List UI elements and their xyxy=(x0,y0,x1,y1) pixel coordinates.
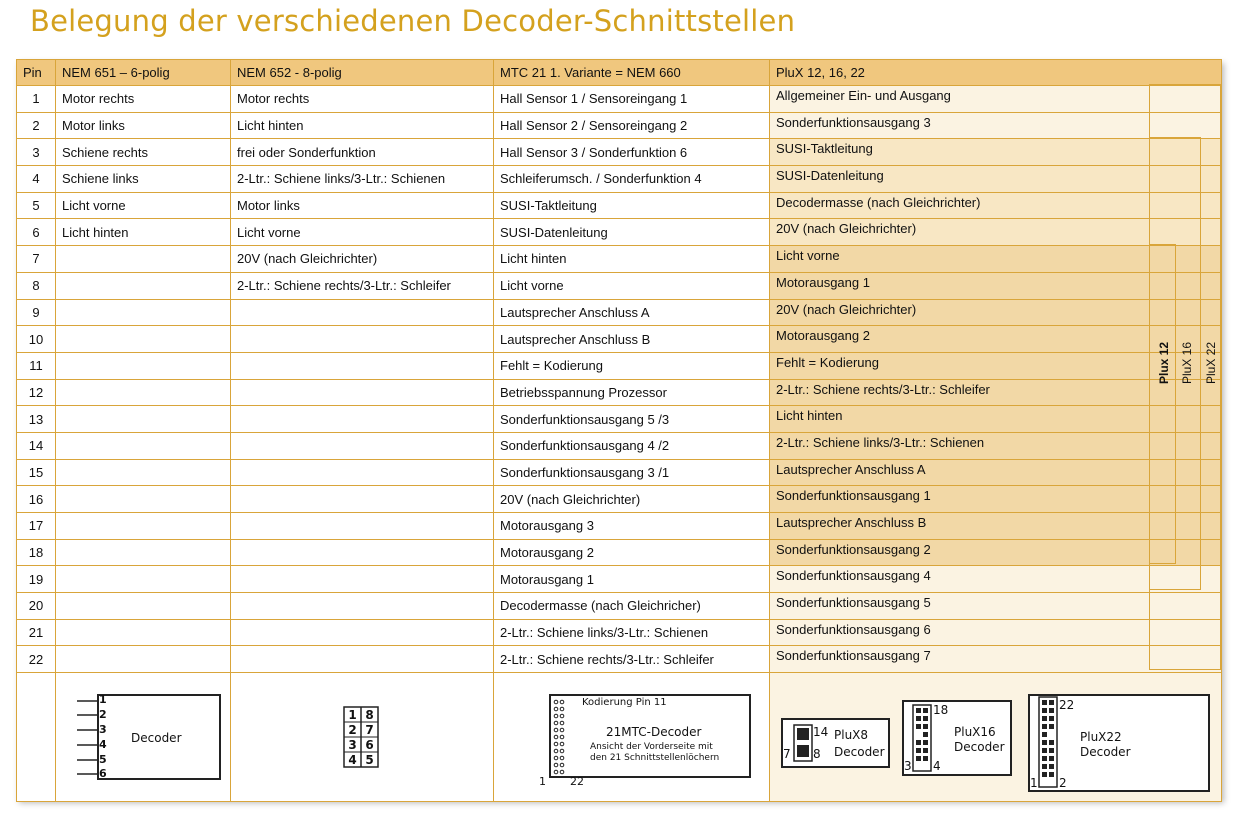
cell-plux: Motorausgang 1 xyxy=(770,272,1222,299)
cell-nem651 xyxy=(56,406,231,433)
cell-pin: 4 xyxy=(17,166,56,193)
cell-nem651 xyxy=(56,379,231,406)
nem651-decoder-label: Decoder xyxy=(131,731,182,746)
plux12-bracket-label: Plux 12 xyxy=(1157,341,1171,385)
cell-nem652: Licht hinten xyxy=(231,112,494,139)
cell-mtc21: Lautsprecher Anschluss B xyxy=(494,326,770,353)
cell-nem652: 2-Ltr.: Schiene rechts/3-Ltr.: Schleifer xyxy=(231,272,494,299)
header-pin: Pin xyxy=(17,60,56,86)
cell-nem651: Motor rechts xyxy=(56,86,231,113)
cell-pin: 21 xyxy=(17,619,56,646)
plux8-decoder-label: Decoder xyxy=(834,745,885,760)
nem651-pin-label: 6 xyxy=(99,767,107,781)
pin-assignment-panel xyxy=(16,59,1221,799)
cell-mtc21: Licht vorne xyxy=(494,272,770,299)
mtc21-title: 21MTC-Decoder xyxy=(605,725,701,740)
cell-mtc21: SUSI-Taktleitung xyxy=(494,192,770,219)
cell-nem652 xyxy=(231,513,494,540)
cell-nem652 xyxy=(231,593,494,620)
cell-nem651 xyxy=(56,432,231,459)
cell-mtc21: Hall Sensor 2 / Sensoreingang 2 xyxy=(494,112,770,139)
cell-mtc21: Motorausgang 2 xyxy=(494,539,770,566)
plux22-decoder-label: Decoder xyxy=(1080,745,1131,760)
cell-pin: 20 xyxy=(17,593,56,620)
nem652-pin-label: 5 xyxy=(365,753,374,768)
mtc21-subtitle-2: den 21 Schnittstellenlöchern xyxy=(589,753,719,764)
cell-plux: 20V (nach Gleichrichter) xyxy=(770,219,1222,246)
cell-nem651 xyxy=(56,646,231,673)
cell-pin: 22 xyxy=(17,646,56,673)
table-row xyxy=(17,593,1222,620)
cell-nem652 xyxy=(231,459,494,486)
cell-plux: Sonderfunktionsausgang 3 xyxy=(770,112,1222,139)
cell-pin: 3 xyxy=(17,139,56,166)
cell-nem652: frei oder Sonderfunktion xyxy=(231,139,494,166)
page-title: Belegung der verschiedenen Decoder-Schnittstellen xyxy=(30,4,796,38)
cell-pin: 16 xyxy=(17,486,56,513)
cell-nem651 xyxy=(56,459,231,486)
cell-nem651: Licht hinten xyxy=(56,219,231,246)
table-row xyxy=(17,566,1222,593)
plux16-name: PluX16 xyxy=(954,725,996,740)
cell-mtc21: Sonderfunktionsausgang 4 /2 xyxy=(494,432,770,459)
figure-nem651 xyxy=(56,673,231,802)
connector-figure-row xyxy=(17,673,1222,802)
table-body xyxy=(17,86,1222,673)
cell-pin: 1 xyxy=(17,86,56,113)
cell-nem652 xyxy=(231,406,494,433)
table-row xyxy=(17,112,1222,139)
nem651-connector-diagram xyxy=(63,687,223,787)
plux8-pin-left: 7 xyxy=(783,747,791,762)
mtc21-connector-diagram xyxy=(512,685,752,789)
table-row xyxy=(17,219,1222,246)
table-header-row xyxy=(17,60,1222,86)
header-plux: PluX 12, 16, 22 xyxy=(770,60,1222,86)
table-row xyxy=(17,86,1222,113)
cell-pin: 14 xyxy=(17,432,56,459)
cell-mtc21: Sonderfunktionsausgang 5 /3 xyxy=(494,406,770,433)
cell-mtc21: SUSI-Datenleitung xyxy=(494,219,770,246)
cell-nem651: Motor links xyxy=(56,112,231,139)
cell-nem651: Licht vorne xyxy=(56,192,231,219)
plux8-pin-bottom: 8 xyxy=(813,747,821,762)
cell-nem651 xyxy=(56,352,231,379)
cell-nem651 xyxy=(56,593,231,620)
cell-mtc21: Motorausgang 3 xyxy=(494,513,770,540)
plux22-pin-left: 1 xyxy=(1030,776,1038,791)
cell-nem652 xyxy=(231,299,494,326)
cell-mtc21: Schleiferumsch. / Sonderfunktion 4 xyxy=(494,166,770,193)
cell-nem651: Schiene rechts xyxy=(56,139,231,166)
cell-nem651: Schiene links xyxy=(56,166,231,193)
cell-mtc21: Fehlt = Kodierung xyxy=(494,352,770,379)
plux16-decoder-label: Decoder xyxy=(954,740,1005,755)
cell-nem652 xyxy=(231,646,494,673)
figure-nem652 xyxy=(231,673,494,802)
cell-pin: 12 xyxy=(17,379,56,406)
cell-pin: 13 xyxy=(17,406,56,433)
cell-plux: SUSI-Taktleitung xyxy=(770,139,1222,166)
cell-nem652: 20V (nach Gleichrichter) xyxy=(231,246,494,273)
cell-plux: Sonderfunktionsausgang 1 xyxy=(770,486,1222,513)
nem651-pin-label: 4 xyxy=(99,738,107,752)
cell-nem652 xyxy=(231,619,494,646)
mtc21-subtitle-1: Ansicht der Vorderseite mit xyxy=(589,742,713,753)
cell-mtc21: Licht hinten xyxy=(494,246,770,273)
cell-pin: 15 xyxy=(17,459,56,486)
plux8-name: PluX8 xyxy=(834,728,869,743)
plux22-pin-bottom: 2 xyxy=(1059,776,1067,791)
cell-mtc21: Hall Sensor 1 / Sensoreingang 1 xyxy=(494,86,770,113)
cell-plux: 2-Ltr.: Schiene rechts/3-Ltr.: Schleifer xyxy=(770,379,1222,406)
table-row xyxy=(17,379,1222,406)
cell-mtc21: Lautsprecher Anschluss A xyxy=(494,299,770,326)
figure-mtc21 xyxy=(494,673,770,802)
cell-nem651 xyxy=(56,566,231,593)
cell-nem652: 2-Ltr.: Schiene links/3-Ltr.: Schienen xyxy=(231,166,494,193)
cell-pin: 18 xyxy=(17,539,56,566)
nem652-pin-label: 1 xyxy=(348,708,357,723)
cell-pin: 17 xyxy=(17,513,56,540)
table-row xyxy=(17,166,1222,193)
table-row xyxy=(17,513,1222,540)
pin-assignment-table xyxy=(16,59,1222,802)
cell-plux: Sonderfunktionsausgang 2 xyxy=(770,539,1222,566)
cell-plux: Licht vorne xyxy=(770,246,1222,273)
header-nem652: NEM 652 - 8-polig xyxy=(231,60,494,86)
cell-plux: Sonderfunktionsausgang 7 xyxy=(770,646,1222,673)
header-nem651: NEM 651 – 6-polig xyxy=(56,60,231,86)
plux22-pin-top: 22 xyxy=(1059,698,1075,713)
mtc21-coding-label: Kodierung Pin 11 xyxy=(581,697,667,709)
cell-pin: 10 xyxy=(17,326,56,353)
header-mtc21: MTC 21 1. Variante = NEM 660 xyxy=(494,60,770,86)
cell-mtc21: Sonderfunktionsausgang 3 /1 xyxy=(494,459,770,486)
cell-plux: Licht hinten xyxy=(770,406,1222,433)
nem651-pin-label: 1 xyxy=(99,693,107,707)
table-row xyxy=(17,432,1222,459)
nem652-pin-label: 2 xyxy=(348,723,357,738)
cell-plux: Motorausgang 2 xyxy=(770,326,1222,353)
cell-plux: Sonderfunktionsausgang 4 xyxy=(770,566,1222,593)
plux16-pin-left: 3 xyxy=(904,759,912,774)
cell-nem651 xyxy=(56,486,231,513)
cell-plux: Fehlt = Kodierung xyxy=(770,352,1222,379)
cell-mtc21: Betriebsspannung Prozessor xyxy=(494,379,770,406)
cell-nem651 xyxy=(56,619,231,646)
cell-nem651 xyxy=(56,539,231,566)
table-row xyxy=(17,646,1222,673)
cell-pin: 2 xyxy=(17,112,56,139)
table-row xyxy=(17,272,1222,299)
table-row xyxy=(17,299,1222,326)
plux16-pin-top: 18 xyxy=(933,703,949,718)
mtc21-pin-last: 22 xyxy=(569,775,584,789)
cell-mtc21: 2-Ltr.: Schiene rechts/3-Ltr.: Schleifer xyxy=(494,646,770,673)
cell-nem651 xyxy=(56,326,231,353)
table-row xyxy=(17,192,1222,219)
plux8-pin-top: 14 xyxy=(813,725,829,740)
nem652-pin-label: 3 xyxy=(348,738,357,753)
cell-nem652: Motor rechts xyxy=(231,86,494,113)
nem651-pin-label: 2 xyxy=(99,708,107,722)
cell-nem652: Motor links xyxy=(231,192,494,219)
table-row xyxy=(17,406,1222,433)
cell-mtc21: 2-Ltr.: Schiene links/3-Ltr.: Schienen xyxy=(494,619,770,646)
cell-plux: SUSI-Datenleitung xyxy=(770,166,1222,193)
cell-mtc21: Motorausgang 1 xyxy=(494,566,770,593)
cell-nem651 xyxy=(56,272,231,299)
nem651-pin-label: 3 xyxy=(99,723,107,737)
cell-nem651 xyxy=(56,513,231,540)
cell-pin: 11 xyxy=(17,352,56,379)
cell-pin: 5 xyxy=(17,192,56,219)
nem652-pin-label: 8 xyxy=(365,708,374,723)
cell-mtc21: Decodermasse (nach Gleichricher) xyxy=(494,593,770,620)
cell-plux: Lautsprecher Anschluss B xyxy=(770,513,1222,540)
cell-nem652 xyxy=(231,352,494,379)
table-row xyxy=(17,326,1222,353)
table-row xyxy=(17,486,1222,513)
cell-nem651 xyxy=(56,246,231,273)
cell-mtc21: Hall Sensor 3 / Sonderfunktion 6 xyxy=(494,139,770,166)
mtc21-pin-first: 1 xyxy=(538,775,546,789)
cell-nem652 xyxy=(231,326,494,353)
cell-mtc21: 20V (nach Gleichrichter) xyxy=(494,486,770,513)
table-row xyxy=(17,139,1222,166)
cell-pin: 7 xyxy=(17,246,56,273)
cell-pin: 6 xyxy=(17,219,56,246)
figure-cell-pin xyxy=(17,673,56,802)
cell-nem652: Licht vorne xyxy=(231,219,494,246)
cell-pin: 9 xyxy=(17,299,56,326)
nem651-pin-label: 5 xyxy=(99,753,107,767)
cell-plux: Allgemeiner Ein- und Ausgang xyxy=(770,86,1222,113)
cell-plux: 20V (nach Gleichrichter) xyxy=(770,299,1222,326)
figure-plux xyxy=(770,673,1222,802)
cell-nem652 xyxy=(231,539,494,566)
cell-plux: Sonderfunktionsausgang 6 xyxy=(770,619,1222,646)
cell-plux: Lautsprecher Anschluss A xyxy=(770,459,1222,486)
cell-nem651 xyxy=(56,299,231,326)
cell-plux: Decodermasse (nach Gleichrichter) xyxy=(770,192,1222,219)
table-row xyxy=(17,352,1222,379)
table-row xyxy=(17,539,1222,566)
cell-plux: Sonderfunktionsausgang 5 xyxy=(770,593,1222,620)
cell-nem652 xyxy=(231,432,494,459)
plux16-pin-bottom: 4 xyxy=(933,759,941,774)
cell-nem652 xyxy=(231,486,494,513)
plux22-bracket-label: PluX 22 xyxy=(1204,341,1218,385)
cell-nem652 xyxy=(231,379,494,406)
cell-pin: 19 xyxy=(17,566,56,593)
plux22-name: PluX22 xyxy=(1080,730,1122,745)
cell-pin: 8 xyxy=(17,272,56,299)
nem652-connector-diagram xyxy=(332,697,392,777)
nem652-pin-label: 4 xyxy=(348,753,357,768)
cell-nem652 xyxy=(231,566,494,593)
table-row xyxy=(17,246,1222,273)
nem652-pin-label: 7 xyxy=(365,723,374,738)
table-row xyxy=(17,619,1222,646)
nem652-pin-label: 6 xyxy=(365,738,374,753)
table-row xyxy=(17,459,1222,486)
plux16-bracket-label: PluX 16 xyxy=(1180,341,1194,385)
cell-plux: 2-Ltr.: Schiene links/3-Ltr.: Schienen xyxy=(770,432,1222,459)
plux-connector-diagrams xyxy=(770,677,1222,797)
